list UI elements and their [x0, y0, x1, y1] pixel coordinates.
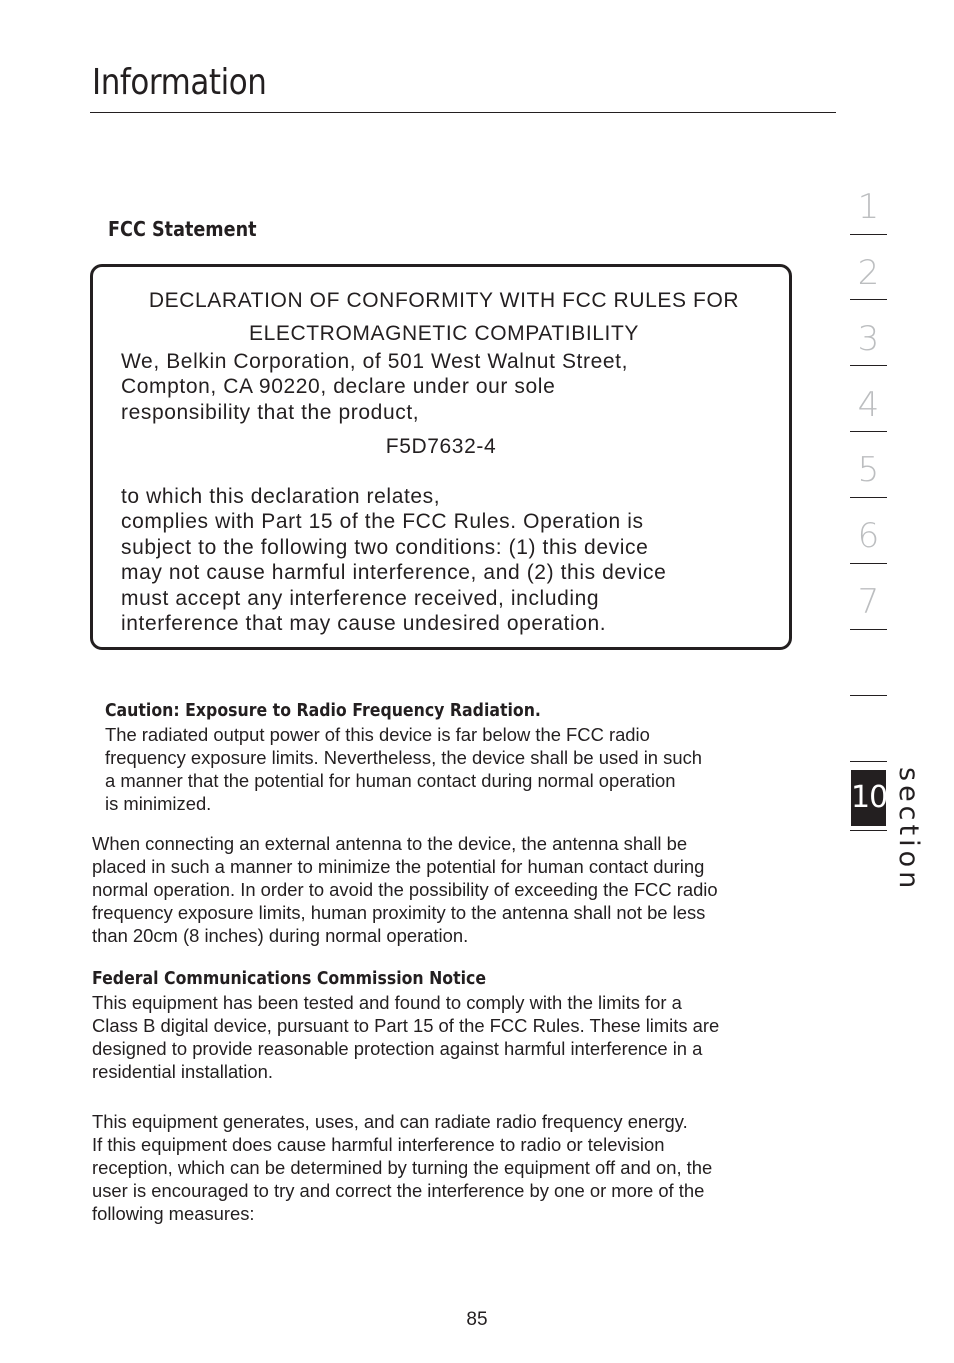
- interference-line: following measures:: [92, 1203, 255, 1224]
- antenna-line: When connecting an external antenna to the device, the antenna shall be: [92, 833, 688, 854]
- interference-line: reception, which can be determined by turning the equipment off and on, the: [92, 1157, 713, 1178]
- declaration-body-line: complies with Part 15 of the FCC Rules. Operation is: [121, 510, 644, 534]
- caution-line: frequency exposure limits. Nevertheless, the device shall be used in such: [105, 747, 702, 768]
- section-nav-item-active[interactable]: 10: [851, 770, 886, 826]
- section-nav-item-3[interactable]: 3: [857, 319, 880, 359]
- declaration-intro-line: responsibility that the product,: [121, 400, 420, 424]
- caution-line: a manner that the potential for human contact during normal operation: [105, 770, 676, 791]
- page-number: 85: [466, 1309, 488, 1330]
- section-nav-item-2[interactable]: 2: [857, 253, 880, 293]
- caution-paragraph: [105, 723, 702, 815]
- declaration-body-line: must accept any interference received, including: [121, 586, 600, 610]
- section-nav-divider: [850, 761, 887, 762]
- caution-heading: Caution: Exposure to Radio Frequency Radiation.: [105, 701, 541, 721]
- interference-line: This equipment generates, uses, and can radiate radio frequency energy.: [92, 1111, 688, 1132]
- interference-line: user is encouraged to try and correct the interference by one or more of the: [92, 1180, 705, 1201]
- antenna-line: than 20cm (8 inches) during normal operation.: [92, 925, 469, 946]
- declaration-intro-line: Compton, CA 90220, declare under our sole: [121, 375, 556, 399]
- caution-line: The radiated output power of this device is far below the FCC radio: [105, 724, 650, 745]
- declaration-body-line: to which this declaration relates,: [121, 485, 441, 508]
- declaration-intro-line: We, Belkin Corporation, of 501 West Walnut Street,: [121, 350, 629, 373]
- declaration-body-line: may not cause harmful interference, and (2) this device: [121, 561, 667, 585]
- page-title: Information: [92, 62, 267, 103]
- declaration-body-line: interference that may cause undesired operation.: [121, 612, 607, 636]
- section-nav-divider: [850, 299, 887, 300]
- section-nav-divider: [850, 431, 887, 432]
- section-nav-item-4[interactable]: 4: [857, 385, 880, 425]
- fcc-notice-line: residential installation.: [92, 1061, 273, 1082]
- section-label: section: [893, 767, 924, 893]
- caution-line: is minimized.: [105, 793, 212, 814]
- declaration-intro: [121, 349, 781, 425]
- fcc-statement-heading: FCC Statement: [108, 217, 257, 241]
- declaration-body: [121, 484, 781, 636]
- antenna-line: normal operation. In order to avoid the possibility of exceeding the FCC radio: [92, 879, 718, 900]
- antenna-line: placed in such a manner to minimize the potential for human contact during: [92, 856, 705, 877]
- antenna-paragraph: [92, 832, 718, 947]
- section-nav-divider: [850, 563, 887, 564]
- interference-line: If this equipment does cause harmful interference to radio or television: [92, 1134, 665, 1155]
- section-nav-divider: [850, 234, 887, 235]
- interference-paragraph: [92, 1110, 712, 1225]
- section-nav-item-6[interactable]: 6: [857, 516, 880, 556]
- fcc-notice-line: This equipment has been tested and found to comply with the limits for a: [92, 992, 682, 1013]
- section-nav-divider: [850, 830, 887, 831]
- fcc-notice-paragraph: [92, 991, 719, 1083]
- section-nav-item-5[interactable]: 5: [857, 450, 880, 490]
- fcc-notice-line: Class B digital device, pursuant to Part 15 of the FCC Rules. These limits are: [92, 1015, 720, 1036]
- section-nav-divider: [850, 365, 887, 366]
- section-nav-divider: [850, 497, 887, 498]
- fcc-notice-heading: Federal Communications Commission Notice: [92, 969, 487, 989]
- section-nav-item-7[interactable]: 7: [857, 582, 880, 622]
- declaration-title-line1: DECLARATION OF CONFORMITY WITH FCC RULES FOR: [148, 289, 740, 312]
- section-nav-divider: [850, 695, 887, 696]
- section-nav-item-1[interactable]: 1: [857, 187, 880, 227]
- declaration-title-line2: ELECTROMAGNETIC COMPATIBILITY: [249, 322, 639, 345]
- title-divider: [90, 112, 836, 113]
- declaration-product: F5D7632-4: [385, 435, 497, 458]
- antenna-line: frequency exposure limits, human proximity to the antenna shall not be less: [92, 902, 706, 923]
- section-nav-divider: [850, 629, 887, 630]
- fcc-notice-line: designed to provide reasonable protection against harmful interference in a: [92, 1038, 703, 1059]
- declaration-body-line: subject to the following two conditions: (1) this device: [121, 535, 649, 559]
